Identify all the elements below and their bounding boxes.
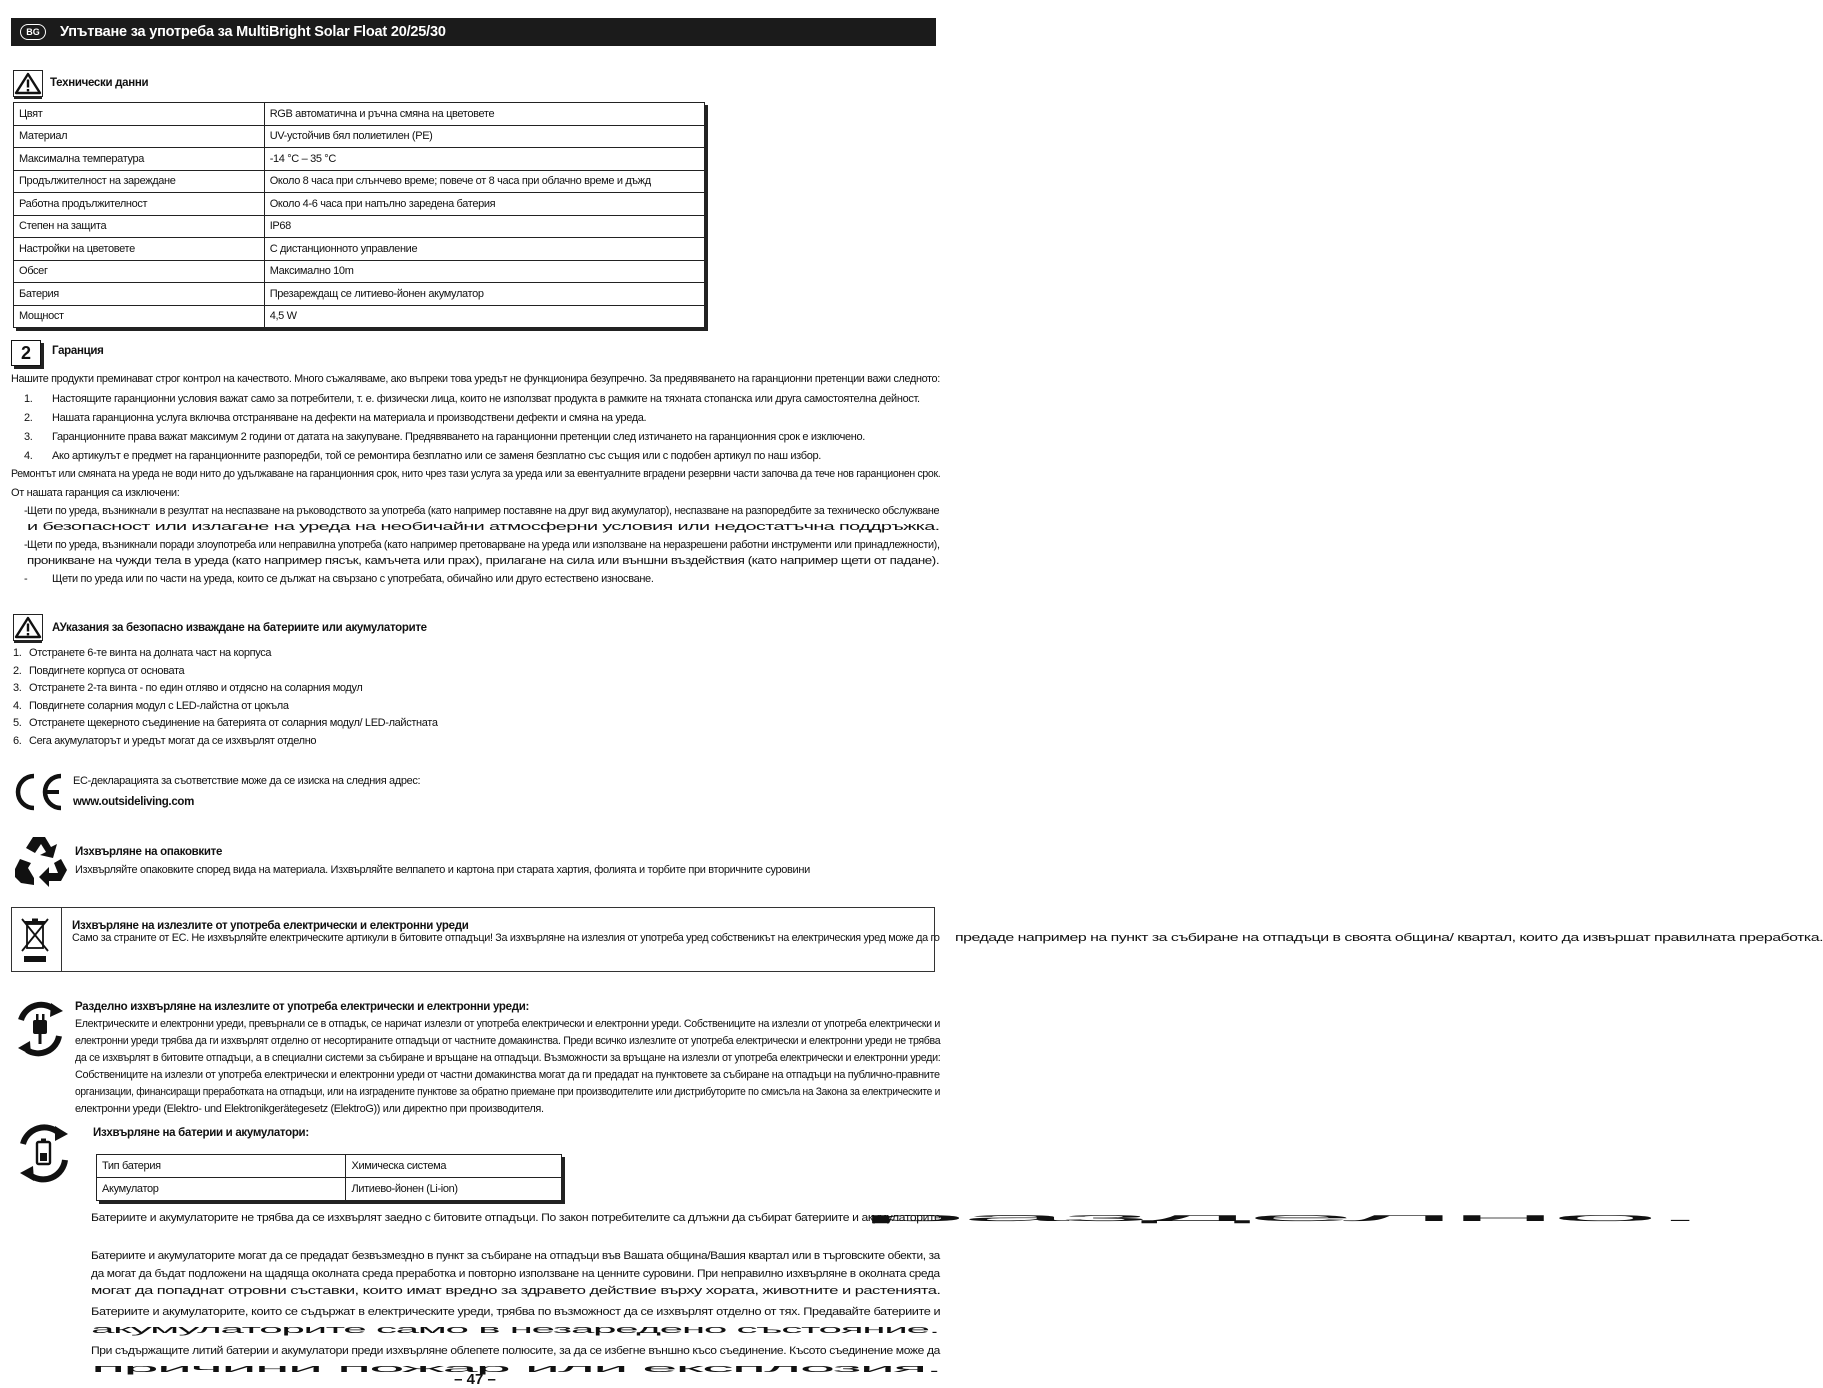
list-item [13, 663, 613, 681]
batteries-paragraph-1 [91, 1210, 1702, 1228]
warranty-list [24, 390, 944, 466]
list-text: Отстранете 2-та винта - по един отляво и отдясно на соларния модул [29, 682, 363, 694]
list-number: 3. [13, 682, 22, 694]
battery-removal-steps [13, 645, 613, 750]
battery-removal-title: АУказания за безопасно изваждане на батериите или акумулаторите [52, 622, 427, 634]
list-item [24, 409, 944, 428]
list-item [24, 572, 944, 588]
list-dash: - [24, 539, 28, 551]
excluded-title: От нашата гаранция са изключени: [11, 487, 180, 499]
list-text-line: и безопасност или излагане на уреда на необичайни атмосферни условия или недостатъчна поддръжка. [27, 520, 940, 533]
warranty-title: Гаранция [52, 345, 104, 357]
table-cell: Литиево-йонен (Li-ion) [346, 1178, 562, 1201]
table-row [14, 283, 705, 306]
list-item [24, 428, 944, 447]
list-text: Повдигнете соларния модул с LED-лайстна от цокъла [29, 699, 289, 712]
warning-icon [13, 70, 43, 97]
spec-label: Цвят [14, 103, 265, 126]
list-text-line: проникване на чужди тела в уреда (като например пясък, камъчета или прах), прилагане на сила или външни въздействия (като например щети от падане). [27, 554, 940, 567]
packaging-title: Изхвърляне на опаковките [75, 846, 223, 858]
text-line: електронни уреди (Elektro- und Elektronikgerätegesetz (ElektroG)) или директно при производителя. [75, 1103, 544, 1115]
text-line: Електрическите и електронни уреди, превърнали се в отпадък, се наричат излезли от употреба електрически и електронни уреди. Собствениците на излезли от употреба електрически и [75, 1018, 940, 1030]
spec-value: Около 8 часа при слънчево време; повече от 8 часа при облачно време и дъжд [264, 170, 704, 193]
text-line: причини пожар или експлозия. [91, 1362, 942, 1375]
list-text: Гаранционните права важат максимум 2 години от датата на закупуване. Предявяването на гаранционни претенции след изтичането на гаранционния срок е изключено. [52, 431, 865, 443]
list-number: 2. [24, 412, 33, 424]
spec-value: Максимално 10m [264, 260, 704, 283]
section-number: 2 [11, 340, 41, 366]
list-text [52, 572, 654, 588]
table-cell: Акумулатор [97, 1178, 346, 1201]
table-row [14, 125, 705, 148]
list-number: 1. [13, 647, 22, 659]
warranty-repair-note: Ремонтът или смяната на уреда не води нито до удължаване на гаранционния срок, нито чрез тази услуга за уреда или за евентуалните вградени резервни части започва да тече нов гаранционен срок. [11, 468, 941, 480]
list-number: 6. [13, 734, 22, 747]
text-line: да могат да бъдат подложени на щадяща околната среда преработка и повторно използване на ценните суровини. При неправилно изхвърляне в околната среда [91, 1267, 940, 1280]
list-number: 1. [24, 393, 33, 405]
list-text: Настоящите гаранционни условия важат само за потребители, т. е. физически лица, които не използват продукта в рамките на тяхната стопанска или друга самостоятелна дейност. [52, 393, 920, 405]
list-number: 3. [24, 431, 33, 443]
spec-value: С дистанционното управление [264, 238, 704, 261]
list-item [13, 715, 613, 733]
electronics-recycle-icon [11, 1000, 69, 1058]
list-dash: - [24, 573, 28, 585]
crossed-bin-icon [21, 918, 49, 964]
list-text [27, 504, 953, 535]
page-header [11, 18, 936, 46]
text-line: При съдържащите литий батерии и акумулатори преди изхвърляне облепете полюсите, за да се избегне външно късо съединение. Късото съединение може да [91, 1345, 940, 1357]
list-text-line: Щети по уреда, възникнали поради злоупотреба или неправилна употреба (като например претоварване на уреда или използване на неразрешени работни инструменти или принадлежности), [27, 539, 940, 551]
packaging-text: Изхвърляйте опаковките според вида на материала. Изхвърляйте велпапето и картона при старата хартия, фолията и торбите при вторичните суровини [75, 864, 810, 876]
batteries-paragraph-2 [91, 1248, 946, 1301]
list-text: Отстранете 6-те винта на долната част на корпуса [29, 647, 272, 659]
tech-data-title: Технически данни [50, 77, 149, 89]
page-number: – 47 – [454, 1371, 496, 1388]
separate-disposal-title: Разделно изхвърляне на излезлите от употреба електрически и електронни уреди: [75, 1001, 530, 1013]
spec-value: Около 4-6 часа при напълно заредена батерия [264, 193, 704, 216]
ce-url-link[interactable]: www.outsideliving.com [73, 796, 195, 808]
spec-label: Обсег [14, 260, 265, 283]
text-line: Батериите и акумулаторите, които се съдържат в електрическите уреди, трябва по възможност да се изхвърлят отделно от тях. Предавайте батериите и [91, 1306, 941, 1318]
table-row [14, 238, 705, 261]
list-number: 4. [13, 699, 22, 712]
spec-label: Степен на защита [14, 215, 265, 238]
table-row [97, 1178, 562, 1201]
ce-mark-icon [12, 773, 64, 811]
page-title: Упътване за употреба за MultiBright Solar Float 20/25/30 [60, 24, 446, 40]
weee-text [72, 932, 1823, 945]
spec-value: 4,5 W [264, 305, 704, 328]
text-line: разделно. [859, 1212, 1702, 1224]
list-text: Отстранете щекерното съединение на батерията от соларния модул/ LED-лайстната [29, 717, 438, 729]
battery-type-table [96, 1154, 562, 1201]
list-text: Нашата гаранционна услуга включва отстраняване на дефекти на материала и производствени дефекти и смяна на уреда. [52, 412, 647, 424]
spec-value: Презареждащ се литиево-йонен акумулатор [264, 283, 704, 306]
text-line: Батериите и акумулаторите могат да се предадат безвъзмездно в пункт за събиране на отпадъци във Вашата община/Вашия квартал или в търговските обекти, за [91, 1250, 940, 1262]
list-number: 4. [24, 450, 33, 462]
list-dash: - [24, 505, 28, 517]
list-text: Сега акумулаторът и уредът могат да се изхвърлят отделно [29, 734, 317, 747]
spec-label: Работна продължителност [14, 193, 265, 216]
text-line: да се изхвърлят в битовите отпадъци, а в специални системи за събиране и връщане на отпадъци. Възможности за връщане на излезли от употреба електрически и електронни уреди: [75, 1052, 941, 1064]
list-text-line: Щети по уреда или по части на уреда, които се дължат на свързано с употребата, обичайно или друго естествено износване. [52, 573, 654, 585]
spec-label: Материал [14, 125, 265, 148]
table-cell: Тип батерия [97, 1155, 346, 1178]
weee-text-line: Само за страните от ЕС. Не изхвърляйте електрическите артикули в битовите отпадъци! За изхвърляне на излезлия от употреба уред собственикът на електрическия уред може да го [72, 932, 940, 944]
list-item [24, 447, 944, 466]
text-line: акумулаторите само в незаредено състояние. [91, 1323, 940, 1336]
list-text-line: Щети по уреда, възникнали в резултат на неспазване на ръководството за употреба (като например поставяне на друг вид акумулатор), неспазване на разпоредбите за техническо обслужване [27, 505, 940, 517]
table-row [14, 170, 705, 193]
list-item [24, 504, 944, 535]
weee-divider [61, 907, 62, 972]
list-item [24, 538, 944, 569]
spec-label: Батерия [14, 283, 265, 306]
icon-shadow [14, 96, 42, 99]
list-number: 5. [13, 717, 22, 729]
batteries-paragraph-3 [91, 1304, 946, 1339]
language-badge: BG [20, 24, 46, 40]
battery-recycle-icon [13, 1124, 75, 1182]
spec-value: -14 °C – 35 °C [264, 148, 704, 171]
table-row [14, 148, 705, 171]
spec-label: Максимална температура [14, 148, 265, 171]
spec-value: UV-устойчив бял полиетилен (PE) [264, 125, 704, 148]
spec-value: IP68 [264, 215, 704, 238]
spec-value: RGB автоматична и ръчна смяна на цветовете [264, 103, 704, 126]
list-text: Ако артикулът е предмет на гаранционните разпоредби, той се ремонтира безплатно или се заменя безплатно със същия или с подобен артикул по наш избор. [52, 450, 821, 462]
text-line: Собствениците на излезли от употреба електрически и електронни уреди от частни домакинства могат да ги предадат на пунктовете за събиране на отпадъци на публично-правните [75, 1069, 940, 1081]
list-item [13, 733, 613, 751]
spec-label: Настройки на цветовете [14, 238, 265, 261]
list-text: Повдигнете корпуса от основата [29, 664, 185, 677]
text-line: могат да попаднат отровни съставки, които имат вредно за здравето действие върху хората, животните и растенията. [91, 1285, 941, 1298]
table-row [14, 103, 705, 126]
table-row [14, 305, 705, 328]
text-line: електронни уреди трябва да ги изхвърлят отделно от несортираните отпадъци от частните домакинства. Преди всичко излезлите от употреба електрически и електронни уреди не трябва [75, 1035, 941, 1047]
list-item [13, 645, 613, 663]
table-row [97, 1155, 562, 1178]
icon-shadow [14, 640, 42, 643]
spec-label: Мощност [14, 305, 265, 328]
recycle-icon [11, 833, 69, 889]
weee-title: Изхвърляне на излезлите от употреба електрически и електронни уреди [72, 920, 469, 932]
text-line: организации, финансиращи преработката на отпадъци, или на изградените пунктове за обратно приемане при производителите или дистрибуторите по смисъла на Закона за електрическите и [75, 1086, 940, 1098]
list-text [27, 538, 953, 569]
table-cell: Химическа система [346, 1155, 562, 1178]
list-item [24, 390, 944, 409]
tech-data-table [13, 102, 705, 328]
warning-icon [13, 614, 43, 641]
ce-declaration-text: ЕС-декларацията за съответствие може да се изиска на следния адрес: [73, 775, 421, 787]
table-row [14, 193, 705, 216]
list-item [13, 680, 613, 698]
separate-disposal-text [75, 1016, 945, 1118]
list-item [13, 698, 613, 716]
table-row [14, 260, 705, 283]
list-number: 2. [13, 664, 22, 677]
excluded-list [24, 504, 944, 591]
table-row [14, 215, 705, 238]
batteries-title: Изхвърляне на батерии и акумулатори: [93, 1127, 309, 1139]
text-line: Батериите и акумулаторите не трябва да се изхвърлят заедно с битовите отпадъци. По закон потребителите са длъжни да събират батериите и акумулаторите [91, 1212, 941, 1224]
weee-text-line: предаде например на пункт за събиране на отпадъци в своята община/ квартал, които да извършат правилната преработка. [955, 932, 1823, 944]
warranty-intro: Нашите продукти преминават строг контрол на качеството. Много съжаляваме, ако въпреки това уредът не функционира безупречно. За предявяването на гаранционни претенции важи следното: [11, 373, 940, 385]
spec-label: Продължителност на зареждане [14, 170, 265, 193]
